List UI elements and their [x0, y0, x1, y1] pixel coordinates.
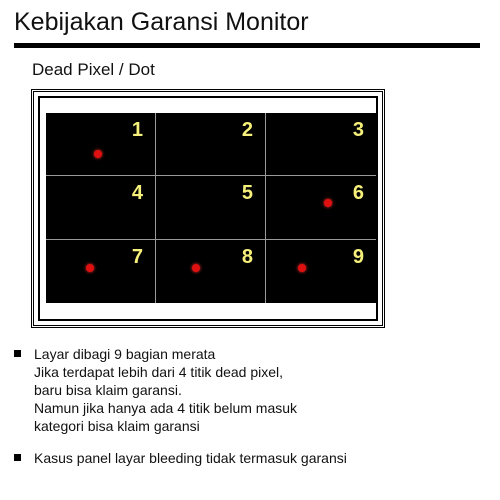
page-title: Kebijakan Garansi Monitor: [14, 8, 309, 36]
bullet-text-line: Layar dibagi 9 bagian merata: [34, 346, 216, 362]
grid-cell-9: [266, 240, 376, 303]
grid-cell-1: [46, 113, 156, 176]
cell-number: 4: [131, 182, 143, 205]
cell-number: 6: [352, 182, 364, 205]
monitor-screen-grid: [46, 113, 376, 303]
cell-number: 7: [131, 245, 143, 268]
dead-pixel-dot: [298, 264, 306, 272]
grid-cell-8: [156, 240, 266, 303]
grid-cell-4: [46, 176, 156, 239]
grid-cell-7: [46, 240, 156, 303]
grid-cell-5: [156, 176, 266, 239]
policy-bullet-list: [14, 345, 484, 467]
dead-pixel-dot: [86, 264, 94, 272]
cell-number: 8: [241, 245, 253, 268]
list-item: [14, 345, 484, 435]
dead-pixel-dot: [324, 199, 332, 207]
bullet-text-line: Namun jika hanya ada 4 titik belum masuk: [34, 400, 298, 416]
square-bullet-icon: [14, 454, 21, 461]
cell-number: 1: [131, 119, 143, 141]
cell-number: 3: [352, 119, 364, 141]
monitor-illustration: [31, 89, 385, 328]
dead-pixel-dot: [192, 264, 200, 272]
grid-cell-3: [266, 113, 376, 176]
bullet-text-line: Jika terdapat lebih dari 4 titik dead pixel,: [34, 364, 284, 380]
cell-number: 9: [352, 245, 364, 268]
dead-pixel-dot: [94, 150, 102, 158]
bullet-text-line: baru bisa klaim garansi.: [34, 382, 182, 398]
section-subtitle: Dead Pixel / Dot: [32, 60, 155, 79]
cell-number: 5: [241, 182, 253, 205]
grid-cell-2: [156, 113, 266, 176]
list-item: [14, 449, 484, 467]
grid-cell-6: [266, 176, 376, 239]
square-bullet-icon: [14, 350, 21, 357]
title-underline: [14, 43, 480, 48]
cell-number: 2: [241, 119, 253, 141]
bullet-text-line: kategori bisa klaim garansi: [34, 418, 200, 434]
bullet-text-line: Kasus panel layar bleeding tidak termasuk garansi: [34, 450, 347, 466]
